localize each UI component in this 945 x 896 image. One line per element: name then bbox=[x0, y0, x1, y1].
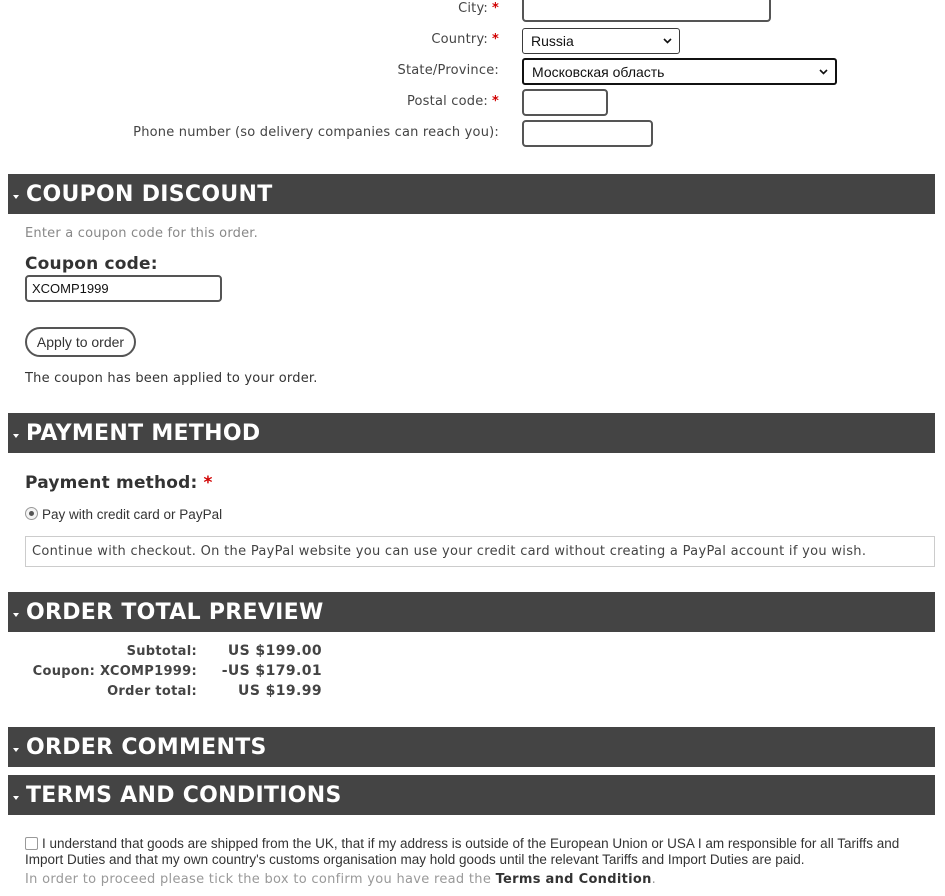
coupon-line-value: -US $179.01 bbox=[221, 663, 322, 679]
country-select-value: Russia bbox=[531, 33, 574, 49]
required-mark: * bbox=[492, 32, 499, 47]
section-title: TERMS AND CONDITIONS bbox=[26, 783, 342, 808]
coupon-code-input[interactable]: XCOMP1999 bbox=[25, 275, 222, 302]
order-total-label: Order total: bbox=[107, 684, 197, 699]
coupon-section-header[interactable] bbox=[8, 174, 935, 214]
collapse-triangle-icon bbox=[13, 796, 19, 800]
chevron-down-icon bbox=[663, 38, 672, 44]
section-title: COUPON DISCOUNT bbox=[26, 182, 273, 207]
state-label: State/Province: bbox=[397, 63, 499, 78]
payment-section-header[interactable] bbox=[8, 413, 935, 453]
terms-note: In order to proceed please tick the box to confirm you have read the Terms and Condition. bbox=[25, 872, 657, 887]
terms-checkbox[interactable] bbox=[25, 837, 38, 850]
phone-input[interactable] bbox=[522, 120, 653, 147]
payment-option-description: Continue with checkout. On the PayPal website you can use your credit card without creating a PayPal account if you wish. bbox=[25, 536, 935, 567]
city-label: City: * bbox=[458, 1, 499, 16]
phone-label: Phone number (so delivery companies can reach you): bbox=[133, 125, 499, 140]
collapse-triangle-icon bbox=[13, 748, 19, 752]
payment-option-label[interactable]: Pay with credit card or PayPal bbox=[42, 507, 223, 522]
coupon-description: Enter a coupon code for this order. bbox=[25, 226, 258, 241]
coupon-applied-message: The coupon has been applied to your order. bbox=[25, 371, 318, 386]
collapse-triangle-icon bbox=[13, 434, 19, 438]
section-title: ORDER TOTAL PREVIEW bbox=[26, 600, 324, 625]
coupon-line-label: Coupon: XCOMP1999: bbox=[32, 664, 197, 679]
coupon-code-label: Coupon code: bbox=[25, 254, 158, 274]
subtotal-value: US $199.00 bbox=[227, 643, 322, 659]
terms-checkbox-label[interactable]: I understand that goods are shipped from the UK, that if my address is outside of the European Union or USA I am responsible for all Tariffs and Import Duties and that my own country's customs organisation may hold goods until the relevant Tariffs and Import Duties are paid. bbox=[25, 836, 900, 867]
apply-to-order-button[interactable]: Apply to order bbox=[25, 327, 136, 357]
required-mark: * bbox=[492, 94, 499, 109]
order-comments-section-header[interactable] bbox=[8, 727, 935, 767]
terms-link[interactable]: Terms and Condition bbox=[495, 872, 652, 887]
city-input[interactable] bbox=[522, 0, 771, 22]
payment-option-radio[interactable] bbox=[25, 507, 38, 520]
chevron-down-icon bbox=[819, 69, 828, 75]
order-total-value: US $19.99 bbox=[238, 683, 322, 699]
state-select-value: Московская область bbox=[532, 63, 665, 80]
collapse-triangle-icon bbox=[13, 195, 19, 199]
section-title: ORDER COMMENTS bbox=[26, 735, 267, 760]
country-select[interactable] bbox=[522, 28, 680, 54]
required-mark: * bbox=[203, 473, 213, 493]
section-title: PAYMENT METHOD bbox=[26, 421, 261, 446]
terms-section-header[interactable] bbox=[8, 775, 935, 815]
postal-code-label: Postal code: * bbox=[406, 94, 499, 109]
collapse-triangle-icon bbox=[13, 613, 19, 617]
payment-method-label: Payment method: * bbox=[25, 473, 213, 493]
country-label: Country: * bbox=[431, 32, 499, 47]
state-select[interactable] bbox=[522, 58, 837, 85]
postal-code-input[interactable] bbox=[522, 89, 608, 116]
required-mark: * bbox=[492, 1, 499, 16]
subtotal-label: Subtotal: bbox=[126, 644, 197, 659]
order-total-section-header[interactable] bbox=[8, 592, 935, 632]
